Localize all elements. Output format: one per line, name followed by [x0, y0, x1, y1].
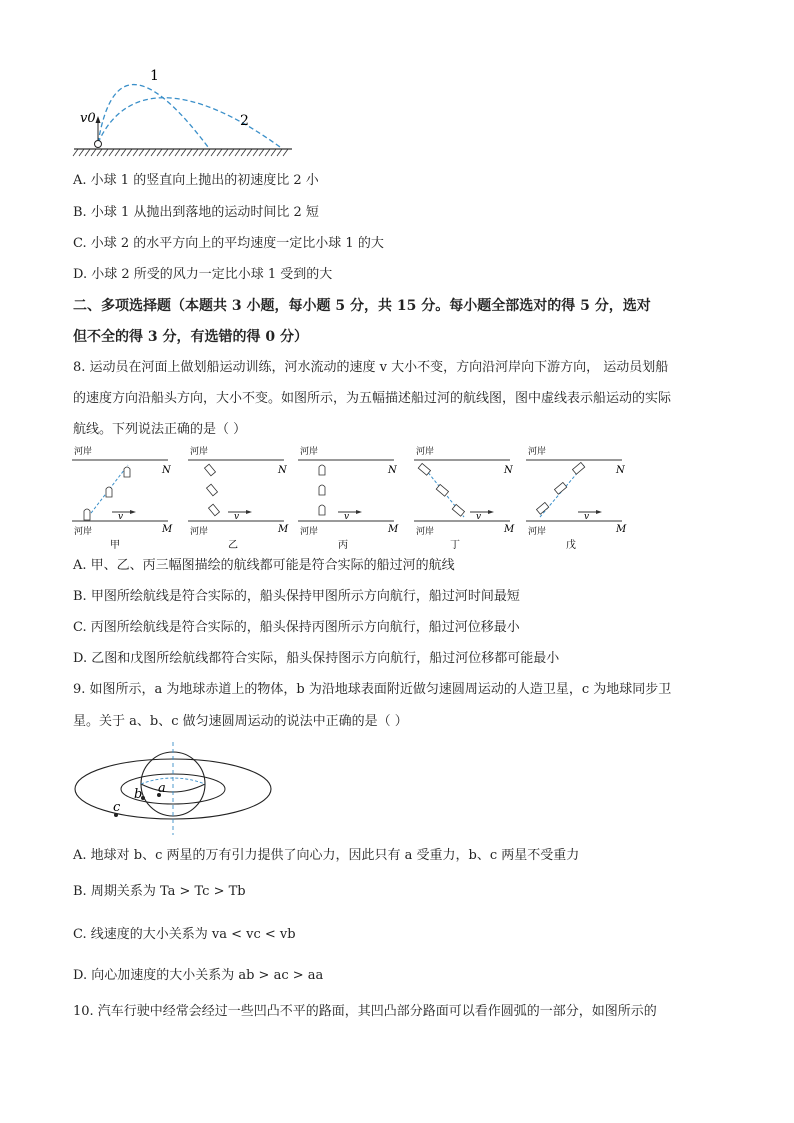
label-c: c — [113, 800, 121, 815]
svg-text:v: v — [118, 512, 124, 522]
svg-text:N: N — [278, 465, 287, 476]
svg-text:M: M — [278, 524, 289, 535]
svg-text:河岸: 河岸 — [416, 527, 435, 537]
svg-text:M: M — [388, 524, 399, 535]
svg-text:河岸: 河岸 — [190, 527, 209, 537]
river-fig-bing — [298, 445, 399, 551]
river-fig-ding — [414, 445, 515, 551]
label-1: 1 — [150, 68, 159, 84]
v0-label: v0 — [80, 111, 96, 126]
q8-option-a: A. 甲、乙、丙三幅图描绘的航线都可能是符合实际的船过河的航线 — [73, 558, 455, 573]
q7-option-a: A. 小球 1 的竖直向上抛出的初速度比 2 小 — [73, 173, 319, 188]
q9-option-a: A. 地球对 b、c 两星的万有引力提供了向心力，因此只有 a 受重力，b、c 两星不受重力 — [73, 848, 580, 863]
svg-text:v: v — [584, 512, 590, 522]
svg-text:戊: 戊 — [566, 540, 576, 551]
svg-text:河岸: 河岸 — [300, 527, 319, 537]
q7-option-b: B. 小球 1 从抛出到落地的运动时间比 2 短 — [73, 205, 319, 220]
q9-option-c: C. 线速度的大小关系为 va < vc < vb — [73, 927, 296, 942]
svg-text:丙: 丙 — [338, 540, 348, 551]
q7-option-c: C. 小球 2 的水平方向上的平均速度一定比小球 1 的大 — [73, 236, 384, 251]
svg-text:河岸: 河岸 — [190, 447, 209, 457]
svg-text:河岸: 河岸 — [74, 527, 93, 537]
svg-text:v: v — [234, 512, 240, 522]
svg-text:甲: 甲 — [110, 540, 120, 551]
svg-text:N: N — [162, 465, 171, 476]
svg-text:丁: 丁 — [450, 540, 460, 551]
river-fig-wu — [526, 445, 627, 551]
label-2: 2 — [240, 113, 249, 129]
q8-option-b: B. 甲图所绘航线是符合实际的，船头保持甲图所示方向航行，船过河时间最短 — [73, 589, 520, 604]
svg-text:河岸: 河岸 — [74, 447, 93, 457]
river-fig-yi — [188, 445, 289, 551]
q9-stem-line2: 星。关于 a、b、c 做匀速圆周运动的说法中正确的是（ ） — [73, 714, 408, 729]
svg-text:v: v — [344, 512, 350, 522]
q8-stem-line1: 8. 运动员在河面上做划船运动训练，河水流动的速度 v 大小不变，方向沿河岸向下游方向， 运动员划船 — [73, 360, 669, 375]
section-2-heading-line1: 二、多项选择题（本题共 3 小题，每小题 5 分，共 15 分。每小题全部选对的得 5 分，选对 — [73, 298, 651, 314]
trajectory-2 — [98, 98, 280, 147]
svg-text:v: v — [476, 512, 482, 522]
q9-option-b: B. 周期关系为 Ta > Tc > Tb — [73, 884, 246, 899]
svg-text:河岸: 河岸 — [416, 447, 435, 457]
svg-text:河岸: 河岸 — [528, 527, 547, 537]
svg-text:N: N — [504, 465, 513, 476]
q8-option-d: D. 乙图和戊图所绘航线都符合实际，船头保持图示方向航行，船过河位移都可能最小 — [73, 651, 560, 666]
river-fig-jia — [72, 445, 173, 551]
q9-orbit-figure — [70, 742, 280, 837]
q8-option-c: C. 丙图所绘航线是符合实际的，船头保持丙图所示方向航行，船过河位移最小 — [73, 620, 520, 635]
svg-text:M: M — [162, 524, 173, 535]
q9-option-d: D. 向心加速度的大小关系为 ab > ac > aa — [73, 968, 324, 983]
section-2-heading-line2: 但不全的得 3 分，有选错的得 0 分） — [73, 329, 308, 345]
label-b: b — [134, 787, 143, 802]
label-a: a — [158, 781, 166, 796]
q8-stem-line2: 的速度方向沿船头方向，大小不变。如图所示，为五幅描述船过河的航线图，图中虚线表示船运动的实际 — [73, 391, 672, 406]
svg-text:乙: 乙 — [228, 540, 238, 551]
svg-text:M: M — [616, 524, 627, 535]
q7-option-d: D. 小球 2 所受的风力一定比小球 1 受到的大 — [73, 267, 333, 282]
svg-text:N: N — [388, 465, 397, 476]
q10-stem-line1: 10. 汽车行驶中经常会经过一些凹凸不平的路面，其凹凸部分路面可以看作圆弧的一部分，如图所示的 — [73, 1004, 657, 1019]
trajectory-1 — [98, 85, 208, 147]
q8-stem-line3: 航线。下列说法正确的是（ ） — [73, 422, 247, 437]
svg-text:M: M — [504, 524, 515, 535]
q9-stem-line1: 9. 如图所示，a 为地球赤道上的物体，b 为沿地球表面附近做匀速圆周运动的人造卫星，c 为地球同步卫 — [73, 682, 672, 697]
svg-text:N: N — [616, 465, 625, 476]
svg-text:河岸: 河岸 — [300, 447, 319, 457]
q8-river-figures — [70, 443, 630, 551]
svg-text:河岸: 河岸 — [528, 447, 547, 457]
q7-trajectory-figure — [70, 62, 300, 162]
